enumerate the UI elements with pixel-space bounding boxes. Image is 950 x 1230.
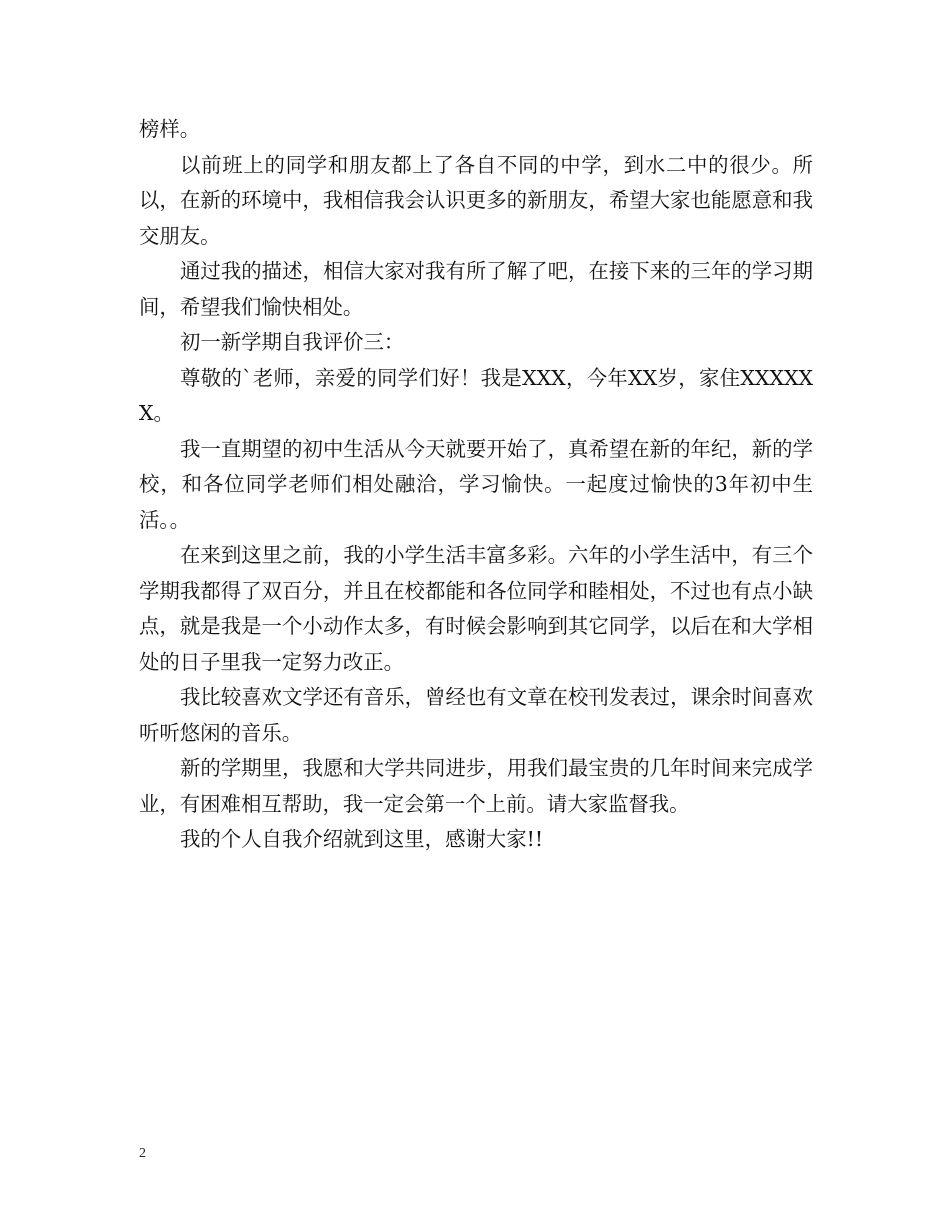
document-body (139, 112, 813, 858)
paragraph: 我一直期望的初中生活从今天就要开始了，真希望在新的年纪，新的学校，和各位同学老师们相处融洽，学习愉快。一起度过愉快的3年初中生活。。 (139, 436, 813, 532)
closing-paragraph: 我的个人自我介绍就到这里，感谢大家!! (180, 827, 544, 851)
paragraph: 我比较喜欢文学还有音乐，曾经也有文章在校刊发表过，课余时间喜欢听听悠闲的音乐。 (139, 685, 813, 745)
paragraph: 新的学期里，我愿和大学共同进步，用我们最宝贵的几年时间来完成学业，有困难相互帮助，我一定会第一个上前。请大家监督我。 (139, 756, 813, 816)
paragraph: 尊敬的`老师，亲爱的同学们好！我是XXX，今年XX岁，家住XXXXXX。 (139, 365, 813, 425)
paragraph: 榜样。 (139, 117, 201, 141)
page-number: 2 (139, 1146, 146, 1161)
paragraph: 以前班上的同学和朋友都上了各自不同的中学，到水二中的很少。所以，在新的环境中，我相信我会认识更多的新朋友，希望大家也能愿意和我交朋友。 (139, 152, 813, 248)
paragraph: 通过我的描述，相信大家对我有所了解了吧，在接下来的三年的学习期间，希望我们愉快相处。 (139, 259, 813, 319)
section-heading: 初一新学期自我评价三： (180, 330, 405, 354)
paragraph: 在来到这里之前，我的小学生活丰富多彩。六年的小学生活中，有三个学期我都得了双百分，并且在校都能和各位同学和睦相处，不过也有点小缺点，就是我是一个小动作太多，有时候会影响到其它同学，以后在和大学相处的日子里我一定努力改正。 (139, 543, 813, 674)
